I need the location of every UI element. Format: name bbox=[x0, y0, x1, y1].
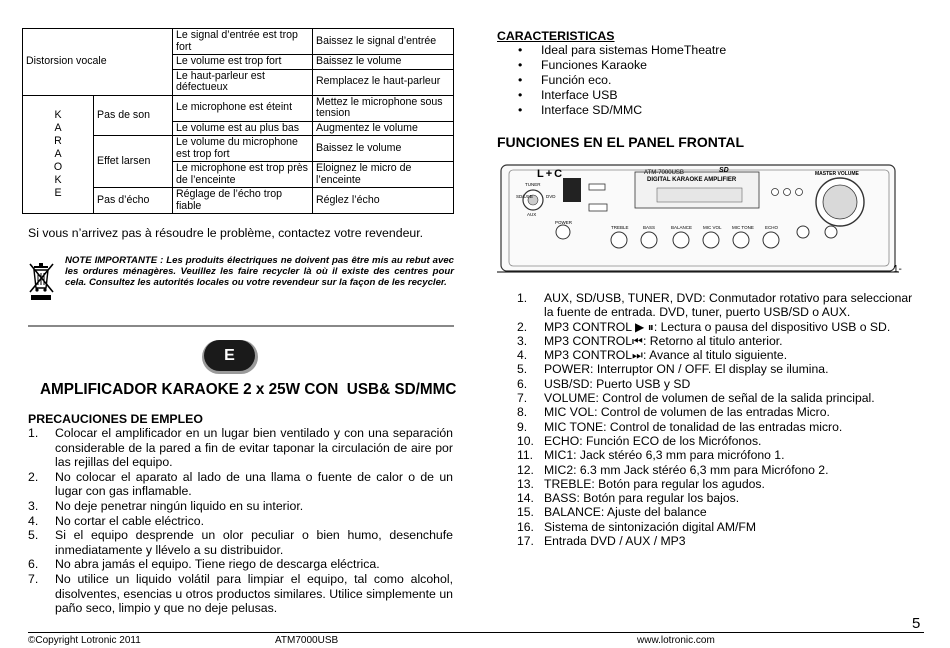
list-item-number: 8. bbox=[517, 405, 528, 420]
list-item-text: ECHO: Función ECO de los Micrófonos. bbox=[544, 433, 762, 448]
remedy-cell: Réglez l’écho bbox=[313, 188, 454, 214]
list-item-number: 7. bbox=[28, 571, 39, 586]
list-item bbox=[28, 499, 453, 514]
subcategory-pas-de-son: Pas de son bbox=[94, 95, 173, 136]
list-item bbox=[517, 420, 917, 434]
knob-label-bass: BASS bbox=[643, 225, 656, 230]
feature-item bbox=[497, 43, 917, 58]
list-item-number: 2. bbox=[28, 469, 39, 484]
recycling-note: NOTE IMPORTANTE : Les produits électriques ne doivent pas être mis au rebut avec les ordures ménagères. Veuillez les faire recycler là où il existe des centres pour cela. Consultez les autorités locales ou votre revendeur sur la façon de les recycler. bbox=[65, 255, 454, 289]
footer-model: ATM7000USB bbox=[275, 635, 339, 646]
page-number: 5 bbox=[912, 615, 921, 632]
sd-logo: SD bbox=[719, 167, 729, 174]
list-item-number: 17. bbox=[517, 534, 534, 549]
list-item-number: 1. bbox=[28, 426, 39, 440]
language-badge: E bbox=[204, 340, 255, 371]
contact-text: Si vous n’arrivez pas à résoudre le problème, contactez votre revendeur. bbox=[28, 226, 424, 240]
list-item-number: 12. bbox=[517, 462, 534, 477]
feature-item bbox=[497, 73, 917, 88]
feature-text: Ideal para sistemas HomeTheatre bbox=[541, 43, 727, 57]
list-item bbox=[517, 448, 917, 462]
list-item-text: No deje penetrar ningún liquido en su interior. bbox=[55, 498, 304, 513]
list-item bbox=[28, 528, 453, 557]
list-item-number: 10. bbox=[517, 433, 534, 448]
list-item-number: 1. bbox=[517, 291, 528, 305]
list-item bbox=[517, 491, 917, 505]
list-item-text: MP3 CONTROL⏮: Retorno al titulo anterior. bbox=[544, 333, 783, 348]
list-item-text: MIC2: 6.3 mm Jack stéréo 6,3 mm para Micrófono 2. bbox=[544, 462, 829, 477]
list-item-text: AUX, SD/USB, TUNER, DVD: Conmutador rotativo para seleccionar la fuente de entrada. DVD, tuner, puerto USB/SD o AUX. bbox=[544, 291, 913, 320]
subcategory-effet-larsen: Effet larsen bbox=[94, 136, 173, 188]
list-item bbox=[517, 334, 917, 348]
precautions-heading: PRECAUCIONES DE EMPLEO bbox=[28, 412, 203, 426]
list-item bbox=[28, 470, 453, 499]
list-item-text: MIC VOL: Control de volumen de las entradas Micro. bbox=[544, 405, 830, 420]
cause-cell: Le volume du microphone est trop fort bbox=[173, 136, 313, 162]
remedy-cell: Eloignez le micro de l’enceinte bbox=[313, 162, 454, 188]
precautions-list bbox=[28, 426, 453, 616]
list-item-text: Sistema de sintonización digital AM/FM bbox=[544, 519, 757, 534]
dvd-label: DVD bbox=[546, 194, 556, 199]
list-item-text: No cortar el cable eléctrico. bbox=[55, 513, 204, 528]
list-item bbox=[517, 434, 917, 448]
list-item-text: No abra jamás el equipo. Tiene riego de descarga eléctrica. bbox=[55, 557, 380, 572]
list-item-text: BALANCE: Ajuste del balance bbox=[544, 505, 707, 520]
list-item-number: 7. bbox=[517, 391, 528, 406]
list-item bbox=[517, 320, 917, 334]
footer-website: www.lotronic.com bbox=[637, 635, 715, 646]
list-item bbox=[517, 505, 917, 519]
knob-label-mic-tone: MIC TONE bbox=[732, 225, 754, 230]
list-item bbox=[517, 362, 917, 376]
feature-text: Función eco. bbox=[541, 73, 612, 87]
list-item-text: VOLUME: Control de volumen de señal de la salida principal. bbox=[544, 391, 875, 406]
feature-text: Interface USB bbox=[541, 88, 618, 102]
list-item bbox=[517, 534, 917, 548]
list-item-number: 6. bbox=[517, 376, 528, 391]
master-volume-label: MASTER VOLUME bbox=[815, 171, 859, 177]
list-item bbox=[517, 405, 917, 419]
list-item bbox=[517, 463, 917, 477]
cause-cell: Le volume est trop fort bbox=[173, 55, 313, 70]
list-item bbox=[517, 291, 917, 320]
aux-label: AUX bbox=[527, 212, 537, 217]
list-item bbox=[517, 477, 917, 491]
cause-cell: Le microphone est éteint bbox=[173, 95, 313, 121]
knob-label-mic-vol: MIC VOL bbox=[703, 225, 722, 230]
cause-cell: Le signal d’entrée est trop fort bbox=[173, 29, 313, 55]
cause-cell: Le haut-parleur est défectueux bbox=[173, 69, 313, 95]
karaoke-letter: O bbox=[53, 160, 63, 173]
power-label: POWER bbox=[555, 220, 573, 225]
karaoke-vertical-label bbox=[26, 109, 90, 200]
remedy-cell: Mettez le microphone sous tension bbox=[313, 95, 454, 121]
list-item bbox=[28, 426, 453, 470]
list-item-text: Colocar el amplificador en un lugar bien ventilado y con una separación considerable de la pared a fin de evitar taponar la circulación de aire por las rejillas del equipo. bbox=[55, 426, 453, 470]
list-item-text: MIC1: Jack stéréo 6,3 mm para micrófono 1. bbox=[544, 448, 785, 463]
remedy-cell: Remplacez le haut-parleur bbox=[313, 69, 454, 95]
bullet-icon: • bbox=[518, 43, 523, 57]
page-title: AMPLIFICADOR KARAOKE 2 x 25W CON USB& SD/MMC bbox=[40, 381, 457, 398]
list-item-number: 4. bbox=[28, 513, 39, 528]
divider bbox=[28, 325, 454, 327]
front-panel-diagram bbox=[497, 160, 907, 280]
list-item-number: 13. bbox=[517, 476, 534, 491]
list-item bbox=[517, 391, 917, 405]
remedy-cell: Baissez le volume bbox=[313, 55, 454, 70]
brand-logo: L+C bbox=[537, 168, 565, 180]
list-item bbox=[28, 572, 453, 616]
list-item-text: POWER: Interruptor ON / OFF. El display se ilumina. bbox=[544, 362, 829, 377]
list-item-text: MIC TONE: Control de tonalidad de las entradas micro. bbox=[544, 419, 843, 434]
bullet-icon: • bbox=[518, 73, 523, 87]
list-item-text: TREBLE: Botón para regular los agudos. bbox=[544, 476, 765, 491]
remedy-cell: Augmentez le volume bbox=[313, 121, 454, 136]
list-item-text: MP3 CONTROL⏭: Avance al titulo siguiente. bbox=[544, 348, 788, 363]
list-item-text: No colocar el aparato al lado de una llama o fuente de calor o de un lugar con gas inflamable. bbox=[55, 469, 453, 499]
list-item-number: 15. bbox=[517, 505, 534, 520]
panel-section-heading: FUNCIONES EN EL PANEL FRONTAL bbox=[497, 134, 745, 150]
list-item-text: BASS: Botón para regular los bajos. bbox=[544, 491, 740, 506]
display-label: DIGITAL KARAOKE AMPLIFIER bbox=[647, 177, 737, 183]
knob-label-echo: ECHO bbox=[765, 225, 779, 230]
sd-usb-label: SD/USB bbox=[516, 194, 533, 199]
feature-text: Funciones Karaoke bbox=[541, 58, 647, 72]
features-list bbox=[497, 43, 917, 118]
feature-text: Interface SD/MMC bbox=[541, 103, 643, 117]
list-item-number: 14. bbox=[517, 491, 534, 506]
subcategory-pas-echo: Pas d’écho bbox=[94, 188, 173, 214]
list-item-text: Entrada DVD / AUX / MP3 bbox=[544, 534, 686, 549]
category-karaoke bbox=[23, 95, 94, 214]
list-item-text: No utilice un liquido volátil para limpiar el equipo, tal como alcohol, disolventes, esencias u otros productos similares. Utilice simplemente un paño seco, limpio y que no deje pelusas. bbox=[55, 571, 453, 616]
bullet-icon: • bbox=[518, 88, 523, 102]
panel-callout-marker: 1- bbox=[893, 264, 902, 275]
list-item-number: 11. bbox=[517, 448, 534, 463]
list-item bbox=[517, 348, 917, 362]
feature-item bbox=[497, 58, 917, 73]
list-item-number: 3. bbox=[517, 333, 528, 348]
tuner-label: TUNER bbox=[525, 182, 541, 187]
cause-cell: Le volume est au plus bas bbox=[173, 121, 313, 136]
karaoke-letter: K bbox=[54, 108, 62, 121]
features-heading: CARACTERISTICAS bbox=[497, 29, 615, 43]
list-item-number: 5. bbox=[517, 362, 528, 377]
list-item-text: USB/SD: Puerto USB y SD bbox=[544, 376, 691, 391]
karaoke-letter: A bbox=[54, 147, 62, 160]
list-item-number: 4. bbox=[517, 348, 528, 363]
list-item bbox=[517, 520, 917, 534]
list-item-number: 5. bbox=[28, 528, 39, 543]
list-item-text: MP3 CONTROL ▶ ⏸: Lectura o pausa del dispositivo USB o SD. bbox=[544, 319, 891, 334]
panel-functions-list bbox=[517, 291, 917, 548]
weee-bin-icon bbox=[28, 262, 56, 302]
knob-label-balance: BALANCE bbox=[671, 225, 693, 230]
list-item-number: 6. bbox=[28, 557, 39, 572]
footer-rule bbox=[28, 632, 924, 633]
list-item bbox=[28, 514, 453, 529]
karaoke-letter: R bbox=[54, 134, 62, 147]
list-item bbox=[28, 557, 453, 572]
bullet-icon: • bbox=[518, 103, 523, 117]
feature-item bbox=[497, 88, 917, 103]
cause-cell: Le microphone est trop près de l’enceinte bbox=[173, 162, 313, 188]
list-item-number: 2. bbox=[517, 319, 528, 334]
list-item-text: Si el equipo desprende un olor peculiar o bien humo, desenchufe inmediatamente y llévelo a su distribuidor. bbox=[55, 528, 453, 557]
list-item-number: 16. bbox=[517, 519, 534, 534]
bullet-icon: • bbox=[518, 58, 523, 72]
footer-copyright: ©Copyright Lotronic 2011 bbox=[28, 635, 141, 646]
list-item bbox=[517, 377, 917, 391]
feature-item bbox=[497, 103, 917, 118]
list-item-number: 9. bbox=[517, 419, 528, 434]
remedy-cell: Baissez le signal d’entrée bbox=[313, 29, 454, 55]
cause-cell: Réglage de l’écho trop fiable bbox=[173, 188, 313, 214]
karaoke-letter: A bbox=[54, 121, 62, 134]
category-distorsion: Distorsion vocale bbox=[23, 29, 173, 96]
karaoke-letter: K bbox=[54, 173, 62, 186]
knob-label-treble: TREBLE bbox=[611, 225, 629, 230]
list-item-number: 3. bbox=[28, 498, 39, 513]
troubleshooting-table bbox=[22, 28, 454, 214]
remedy-cell: Baissez le volume bbox=[313, 136, 454, 162]
karaoke-letter: E bbox=[54, 186, 62, 199]
panel-model-label: ATM-7000USB bbox=[644, 170, 684, 176]
